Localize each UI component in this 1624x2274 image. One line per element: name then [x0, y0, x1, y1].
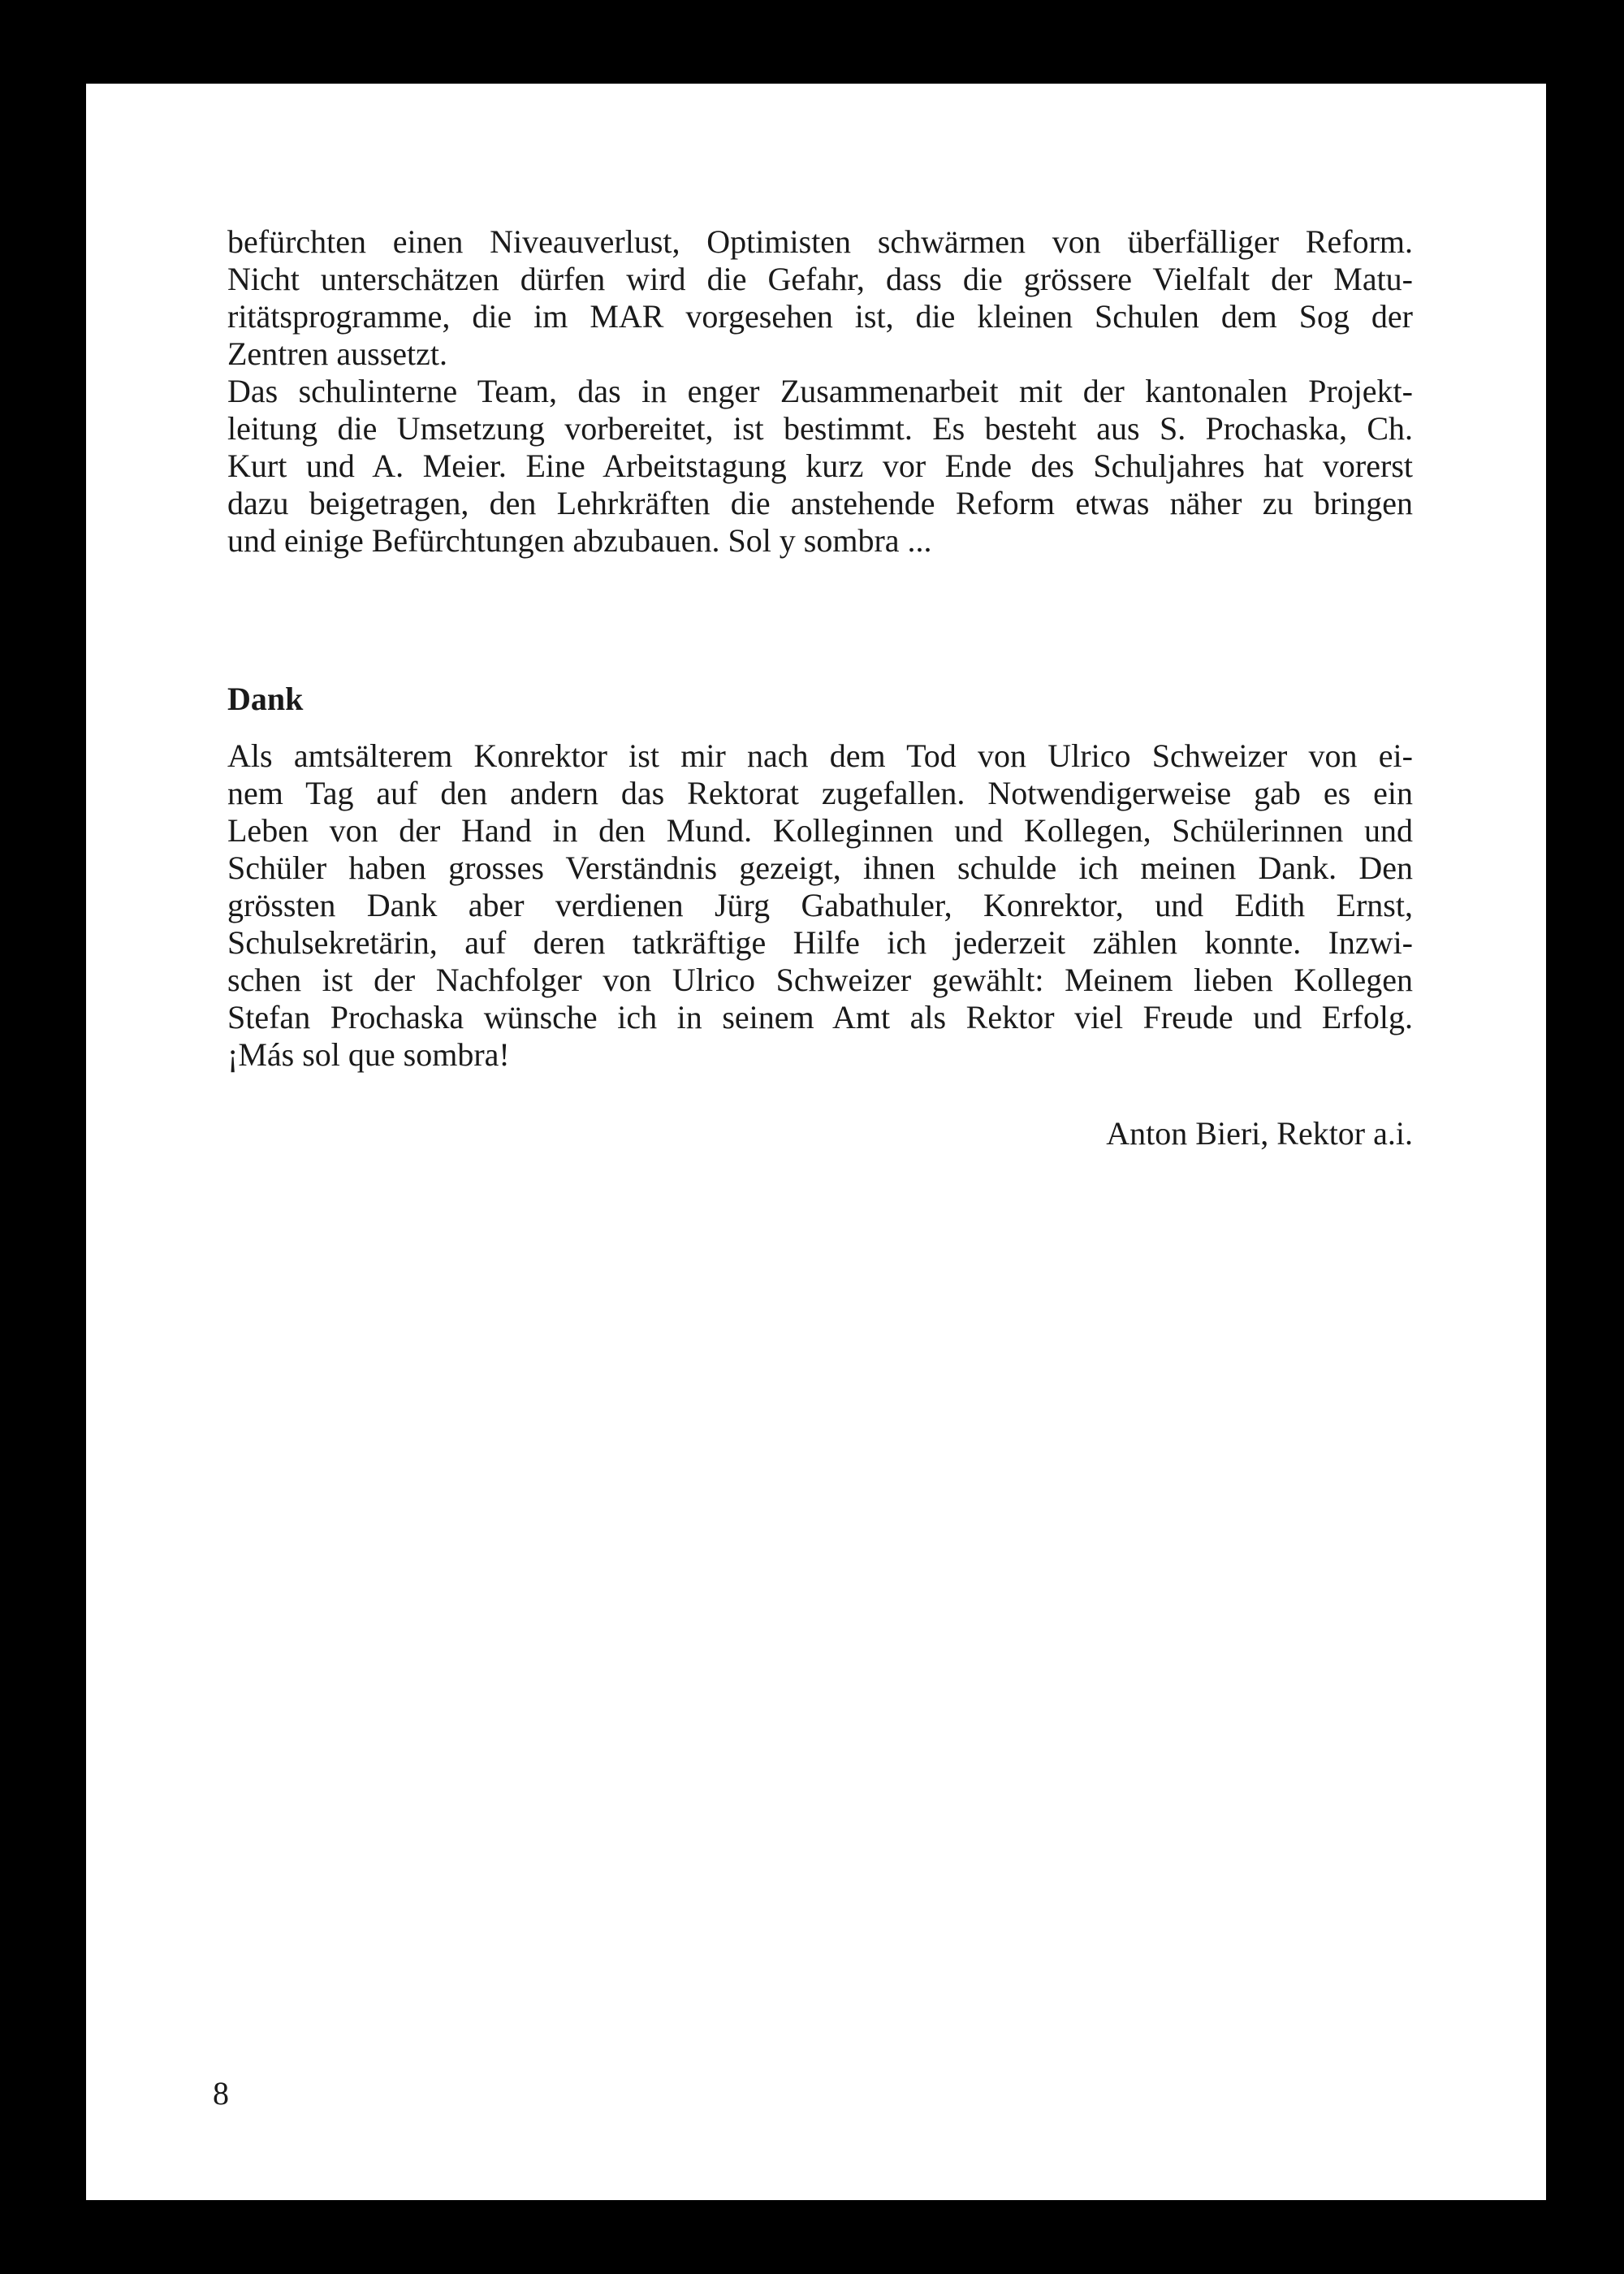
text-line: ¡Más sol que sombra! — [227, 1036, 510, 1073]
text-line: ritätsprogramme, die im MAR vorgesehen ist, die kleinen Schulen dem Sog der — [227, 298, 1413, 335]
text-line: Schulsekretärin, auf deren tatkräftige Hilfe ich jederzeit zählen konnte. Inzwi- — [227, 924, 1413, 961]
text-line: Als amtsälterem Konrektor ist mir nach dem Tod von Ulrico Schweizer von ei- — [227, 737, 1413, 774]
text-line: befürchten einen Niveauverlust, Optimisten schwärmen von überfälliger Reform. — [227, 223, 1413, 260]
text-line: nem Tag auf den andern das Rektorat zugefallen. Notwendigerweise gab es ein — [227, 775, 1413, 811]
text-line: und einige Befürchtungen abzubauen. Sol y sombra ... — [227, 522, 932, 559]
text-line: Nicht unterschätzen dürfen wird die Gefahr, dass die grössere Vielfalt der Matu- — [227, 261, 1413, 297]
signature: Anton Bieri, Rektor a.i. — [1106, 1115, 1413, 1152]
document-page — [86, 84, 1546, 2200]
text-line: dazu beigetragen, den Lehrkräften die anstehende Reform etwas näher zu bringen — [227, 485, 1413, 521]
text-line: Das schulinterne Team, das in enger Zusammenarbeit mit der kantonalen Projekt- — [227, 373, 1413, 409]
section-heading-dank: Dank — [227, 681, 304, 717]
text-line: Leben von der Hand in den Mund. Kolleginnen und Kollegen, Schülerinnen und — [227, 812, 1413, 849]
text-line: Kurt und A. Meier. Eine Arbeitstagung kurz vor Ende des Schuljahres hat vorerst — [227, 447, 1413, 484]
text-line: Schüler haben grosses Verständnis gezeigt, ihnen schulde ich meinen Dank. Den — [227, 850, 1413, 886]
text-line: leitung die Umsetzung vorbereitet, ist bestimmt. Es besteht aus S. Prochaska, Ch. — [227, 410, 1413, 447]
page-number: 8 — [213, 2075, 229, 2112]
text-line: Stefan Prochaska wünsche ich in seinem Amt als Rektor viel Freude und Erfolg. — [227, 999, 1413, 1035]
text-line: schen ist der Nachfolger von Ulrico Schweizer gewählt: Meinem lieben Kollegen — [227, 962, 1413, 998]
paragraph-reform — [227, 223, 1413, 560]
paragraph-dank — [227, 737, 1413, 1074]
text-line: grössten Dank aber verdienen Jürg Gabathuler, Konrektor, und Edith Ernst, — [227, 887, 1413, 923]
text-line: Zentren aussetzt. — [227, 335, 447, 372]
